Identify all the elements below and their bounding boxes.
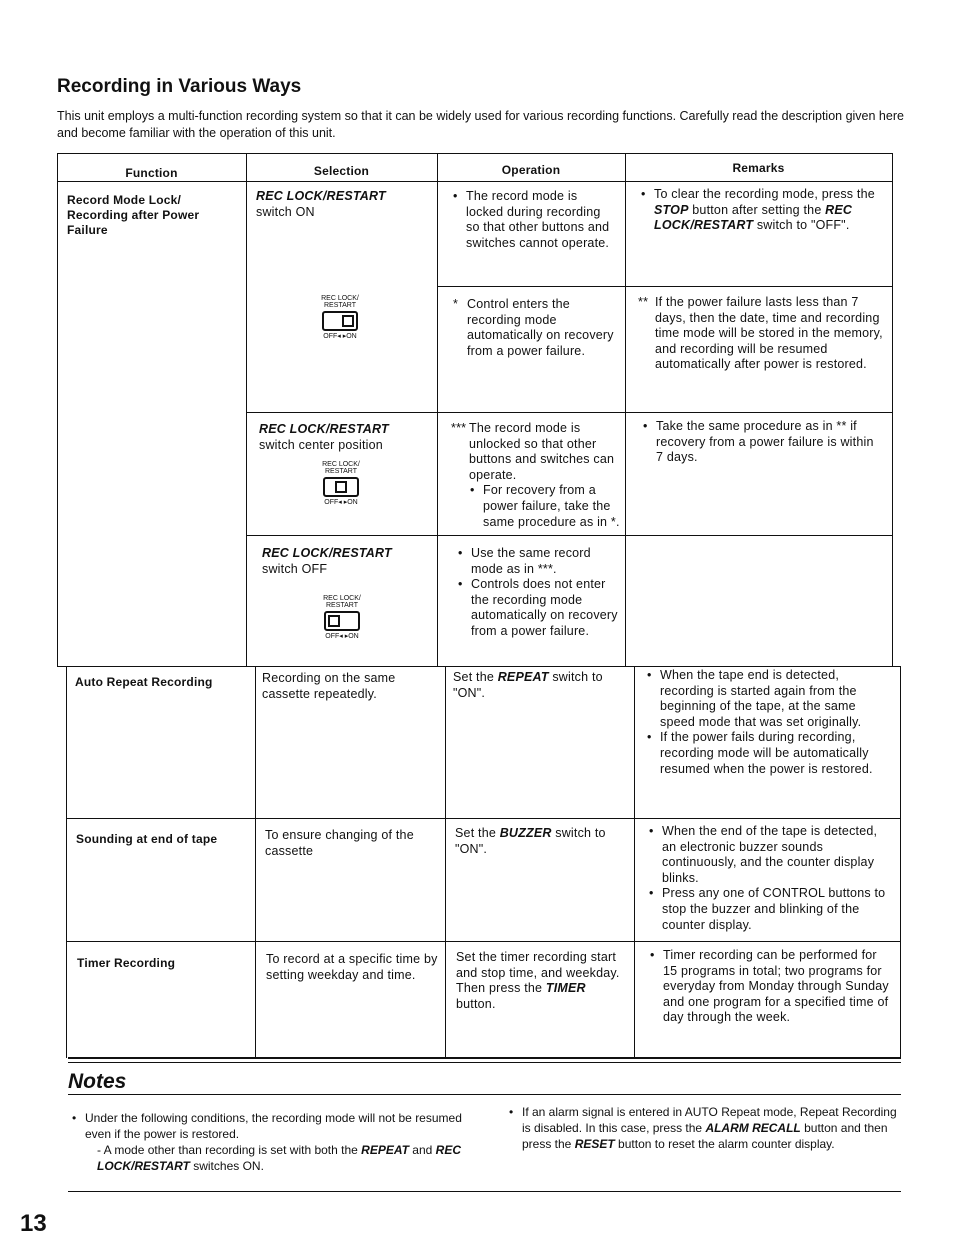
notes-bottom-rule	[68, 1191, 901, 1192]
page-number: 13	[20, 1210, 47, 1237]
operation-switch-on	[452, 189, 617, 251]
switch-knob	[335, 481, 347, 493]
selection-text: switch OFF	[262, 561, 328, 576]
col-divider-1	[246, 153, 247, 666]
selection-switch-off	[262, 546, 432, 577]
col-divider-3-lower	[634, 666, 635, 1058]
remark-text: If the power failure lasts less than 7 days, then the date, time and recording time mode will be stored in the memory, and recording will be resumed automatically after power is restored.	[655, 295, 883, 372]
selection-text: switch ON	[256, 204, 315, 219]
remark-timer	[649, 948, 891, 1026]
remark-bullet: • When the tape end is detected, recording is started again from the beginning of the tape, at the same speed mode that was set originally.	[660, 668, 886, 730]
remark-sounding	[648, 824, 888, 933]
selection-title: REC LOCK/RESTART	[259, 422, 389, 436]
operation-text: Control enters the recording mode automatically on recovery from a power failure.	[467, 297, 614, 358]
switch-scale: OFF◂ ▸ON	[324, 499, 358, 506]
remark-bullet: • Press any one of CONTROL buttons to stop the buzzer and blinking of the counter display.	[662, 886, 888, 933]
note-sub-item: - A mode other than recording is set with both the REPEAT and REC LOCK/RESTART switches ON.	[97, 1143, 461, 1173]
col-divider-3	[625, 153, 626, 666]
selection-title: REC LOCK/RESTART	[256, 189, 386, 203]
remark-switch-on	[640, 187, 880, 234]
selection-text: switch center position	[259, 437, 383, 452]
switch-scale: OFF◂ ▸ON	[323, 333, 357, 340]
remark-switch-center	[642, 419, 882, 466]
switch-diagram-on	[310, 295, 370, 340]
selection-auto-repeat: Recording on the same cassette repeatedly.	[262, 671, 396, 701]
operation-bullet: • Controls does not enter the recording mode automatically on recovery from a power failure.	[471, 577, 623, 639]
header-remarks: Remarks	[732, 161, 785, 175]
notes-top-rule	[68, 1062, 901, 1063]
switch-body	[322, 311, 358, 331]
switch-knob	[328, 615, 340, 627]
row-divider	[246, 535, 892, 536]
selection-sounding: To ensure changing of the cassette	[265, 828, 414, 858]
remark-text: • To clear the recording mode, press the STOP button after setting the REC LOCK/RESTART switch to "OFF".	[654, 187, 880, 234]
operation-bullet: • For recovery from a power failure, take the same procedure as in *.	[483, 483, 621, 530]
col-divider-1-lower	[255, 666, 256, 1058]
notes-right	[522, 1104, 904, 1152]
table-left-border-lower	[66, 666, 67, 1058]
selection-title: REC LOCK/RESTART	[262, 546, 392, 560]
remark-text: • Take the same procedure as in ** if recovery from a power failure is within 7 days.	[656, 419, 882, 466]
operation-text: • The record mode is locked during recording so that other buttons and switches cannot operate.	[466, 189, 617, 251]
notes-title: Notes	[68, 1070, 127, 1093]
switch-scale: OFF◂ ▸ON	[325, 633, 359, 640]
operation-timer: Set the timer recording start and stop time, and weekday. Then press the TIMER button.	[456, 950, 620, 1011]
header-function: Function	[125, 166, 178, 180]
remark-bullet: • Timer recording can be performed for 15 programs in total; two programs for everyday from Monday through Sunday and one program for a specified time of day through the week.	[663, 948, 891, 1026]
footnote-mark: *	[453, 297, 459, 311]
footnote-mark: ***	[451, 421, 467, 435]
switch-knob	[342, 315, 354, 327]
switch-diagram-off	[312, 595, 372, 640]
switch-body	[323, 477, 359, 497]
row-divider	[57, 666, 900, 667]
footnote-mark: **	[638, 295, 649, 309]
selection-switch-on	[256, 189, 431, 220]
switch-diagram-center	[311, 461, 371, 506]
operation-switch-off	[457, 546, 623, 640]
note-bullet: • Under the following conditions, the recording mode will not be resumed even if the power is restored.	[85, 1110, 480, 1142]
table-bottom-border	[68, 1057, 901, 1059]
function-sounding: Sounding at end of tape	[76, 832, 218, 846]
notes-left	[85, 1110, 480, 1174]
table-left-border	[57, 153, 58, 666]
operation-auto-repeat: Set the REPEAT switch to "ON".	[453, 670, 603, 700]
function-timer: Timer Recording	[77, 956, 176, 970]
notes-rule	[68, 1094, 901, 1095]
header-operation: Operation	[501, 163, 561, 177]
col-divider-2-lower	[445, 666, 446, 1058]
row-divider	[66, 818, 900, 819]
selection-timer: To record at a specific time by setting weekday and time.	[266, 952, 438, 982]
function-record-mode-lock: Record Mode Lock/ Recording after Power Failure	[67, 193, 200, 237]
function-auto-repeat: Auto Repeat Recording	[75, 675, 213, 689]
header-selection: Selection	[313, 164, 370, 178]
row-divider	[66, 941, 900, 942]
switch-label: REC LOCK/ RESTART	[323, 595, 361, 609]
operation-auto-recovery	[453, 297, 617, 359]
selection-switch-center	[259, 422, 434, 453]
table-top-border	[57, 153, 892, 154]
operation-text: The record mode is unlocked so that other buttons and switches can operate.	[469, 421, 615, 482]
row-divider	[246, 412, 892, 413]
table-right-border	[892, 153, 893, 666]
switch-body	[324, 611, 360, 631]
remark-auto-repeat	[646, 668, 886, 777]
remark-power-failure	[638, 295, 883, 373]
note-bullet: • If an alarm signal is entered in AUTO Repeat mode, Repeat Recording is disabled. In this case, press the ALARM RECALL button and then press the RESET button to reset the alarm counter display.	[522, 1104, 904, 1152]
page-title: Recording in Various Ways	[57, 76, 302, 97]
switch-label: REC LOCK/ RESTART	[322, 461, 360, 475]
row-divider	[437, 286, 892, 287]
switch-label: REC LOCK/ RESTART	[321, 295, 359, 309]
table-right-border-lower	[900, 666, 901, 1058]
operation-bullet: • Use the same record mode as in ***.	[471, 546, 623, 577]
remark-bullet: • When the end of the tape is detected, an electronic buzzer sounds continuously, and the counter display blinks.	[662, 824, 888, 886]
operation-sounding: Set the BUZZER switch to "ON".	[455, 826, 606, 856]
intro-paragraph: This unit employs a multi-function recording system so that it can be widely used for various recording functions. Carefully read the description given here and become familiar with the operation of this unit.	[57, 109, 904, 140]
col-divider-2	[437, 153, 438, 666]
remark-bullet: • If the power fails during recording, recording mode will be automatically resumed when the power is restored.	[660, 730, 886, 777]
operation-switch-center	[451, 421, 621, 530]
